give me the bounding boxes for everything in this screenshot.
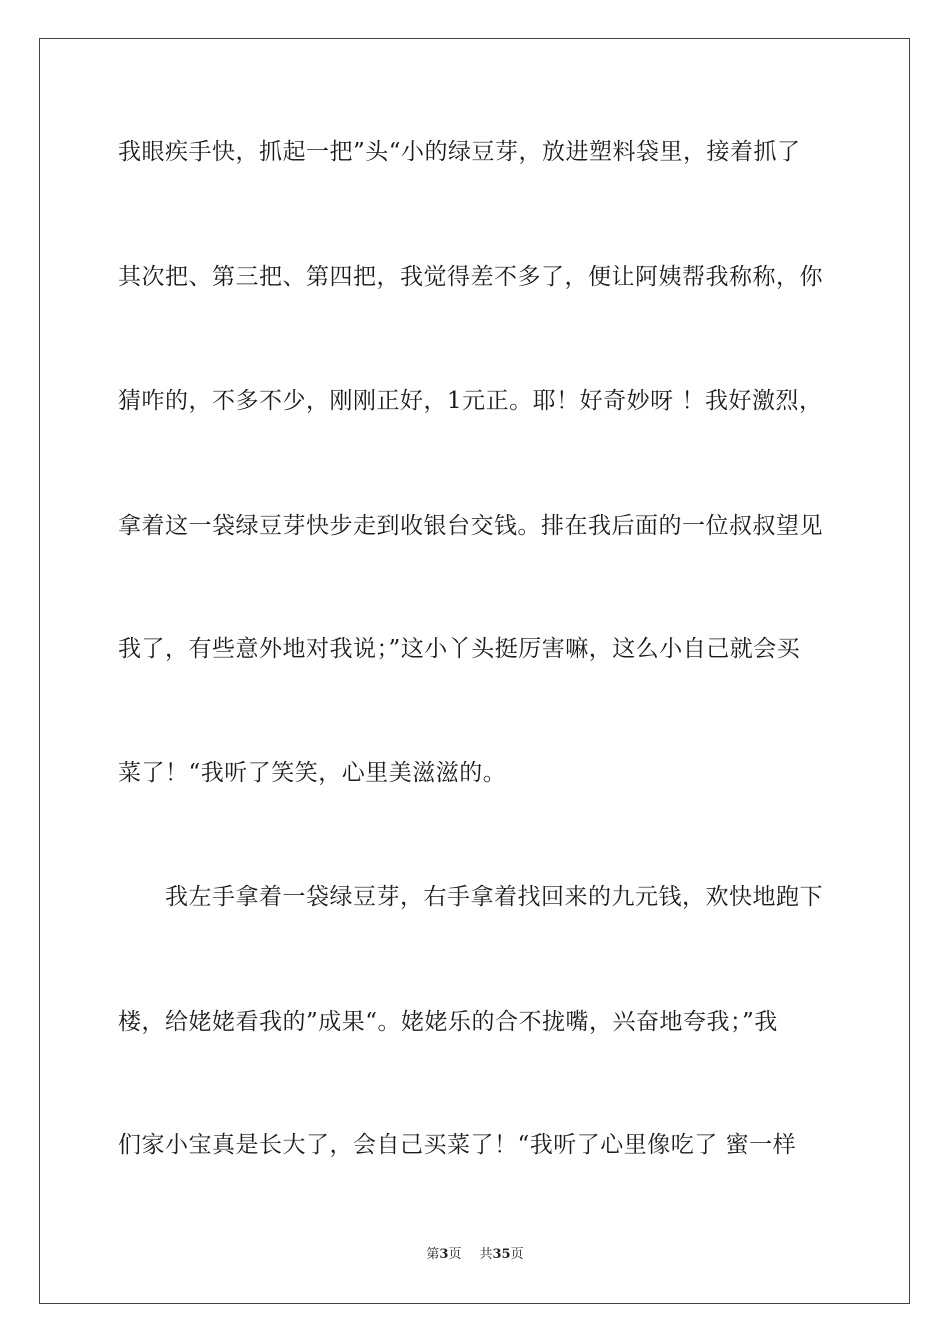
page-footer xyxy=(0,1246,950,1264)
total-prefix: 共 xyxy=(479,1247,493,1262)
body-text-line-5: 我了，有些意外地对我说；”这小丫头挺厉害嘛，这么小自己就会买 xyxy=(118,636,801,662)
body-text-line-9: 们家小宝真是长大了，会自己买菜了！“我听了心里像吃了 蜜一样 xyxy=(118,1132,797,1158)
page-border xyxy=(39,38,910,1304)
body-text-line-4: 拿着这一袋绿豆芽快步走到收银台交钱。排在我后面的一位叔叔望见 xyxy=(118,513,823,539)
page-prefix: 第 xyxy=(426,1247,440,1262)
body-text-line-1: 我眼疾手快，抓起一把”头“小的绿豆芽，放进塑料袋里，接着抓了 xyxy=(118,139,801,165)
total-unit: 页 xyxy=(510,1247,524,1262)
page-number: 3 xyxy=(439,1247,449,1262)
body-text-line-6: 菜了！“我听了笑笑，心里美滋滋的。 xyxy=(118,760,507,786)
body-text-line-3: 猜咋的，不多不少，刚刚正好，1元正。耶！好奇妙呀 ！我好激烈， xyxy=(118,388,823,414)
total-pages: 35 xyxy=(492,1247,511,1262)
body-text-line-2: 其次把、第三把、第四把，我觉得差不多了，便让阿姨帮我称称，你 xyxy=(118,264,823,290)
page-unit: 页 xyxy=(448,1247,462,1262)
body-text-line-8: 楼，给姥姥看我的”成果“。姥姥乐的合不拢嘴，兴奋地夸我；”我 xyxy=(118,1009,778,1035)
body-text-line-7: 我左手拿着一袋绿豆芽，右手拿着找回来的九元钱，欢快地跑下 xyxy=(165,884,823,910)
